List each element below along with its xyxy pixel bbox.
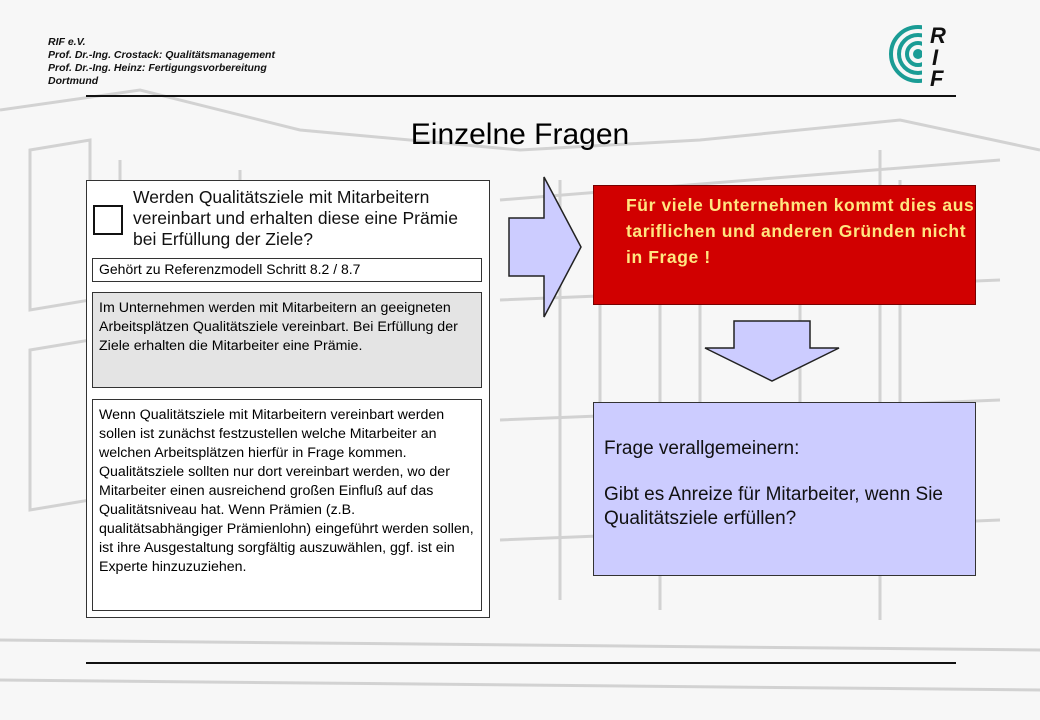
question-text: Werden Qualitätsziele mit Mitarbeitern vereinbart und erhalten diese eine Prämie bei Erfüllung der Ziele? xyxy=(133,187,458,249)
header-line-3: Prof. Dr.-Ing. Heinz: Fertigungsvorbereitung xyxy=(48,62,267,74)
question-detail: Wenn Qualitätsziele mit Mitarbeitern vereinbart werden sollen ist zunächst festzustellen welche Mitarbeiter an welchen Arbeitsplätzen hierfür in Frage kommen. Qualitätsziele sollten nur dort vereinbart werden, wo der Mitarbeiter einen ausreichend großen Einfluß auf das Qualitätsniveau hat. Wenn Prämien (z.B. qualitätsabhängiger Prämienlohn) eingeführt werden sollen, ist ihre Ausgestaltung sorgfältig auszuwählen, ggf. ist ein Experte hinzuzuziehen. xyxy=(92,399,482,611)
rif-logo xyxy=(888,18,958,90)
question-section xyxy=(87,181,487,255)
logo-letter-i: I xyxy=(932,45,939,70)
header-line-2: Prof. Dr.-Ing. Crostack: Qualitätsmanagement xyxy=(48,49,275,61)
generalized-question xyxy=(593,402,976,576)
reference-model-step: Gehört zu Referenzmodell Schritt 8.2 / 8.7 xyxy=(92,258,482,282)
page-title: Einzelne Fragen xyxy=(410,118,630,151)
generalized-question-heading: Frage verallgemeinern: xyxy=(604,438,800,459)
arrow-right-icon xyxy=(508,176,582,318)
footer-divider xyxy=(86,662,956,664)
header-institution xyxy=(48,36,275,88)
header-line-1: RIF e.V. xyxy=(48,36,86,48)
question-card xyxy=(86,180,490,618)
question-description: Im Unternehmen werden mit Mitarbeitern an geeigneten Arbeitsplätzen Qualitätsziele vereinbart. Bei Erfüllung der Ziele erhalten die Mitarbeiter eine Prämie. xyxy=(92,292,482,388)
question-checkbox[interactable] xyxy=(93,205,123,235)
header-divider xyxy=(86,95,956,97)
logo-letter-f: F xyxy=(930,66,944,90)
answer-not-applicable: Für viele Unternehmen kommt dies aus tariflichen und anderen Gründen nicht in Frage ! xyxy=(593,185,976,305)
header-line-4: Dortmund xyxy=(48,75,99,87)
generalized-question-text: Gibt es Anreize für Mitarbeiter, wenn Sie Qualitätsziele erfüllen? xyxy=(604,484,943,529)
logo-letter-r: R xyxy=(930,23,946,48)
arrow-down-icon xyxy=(704,320,840,382)
